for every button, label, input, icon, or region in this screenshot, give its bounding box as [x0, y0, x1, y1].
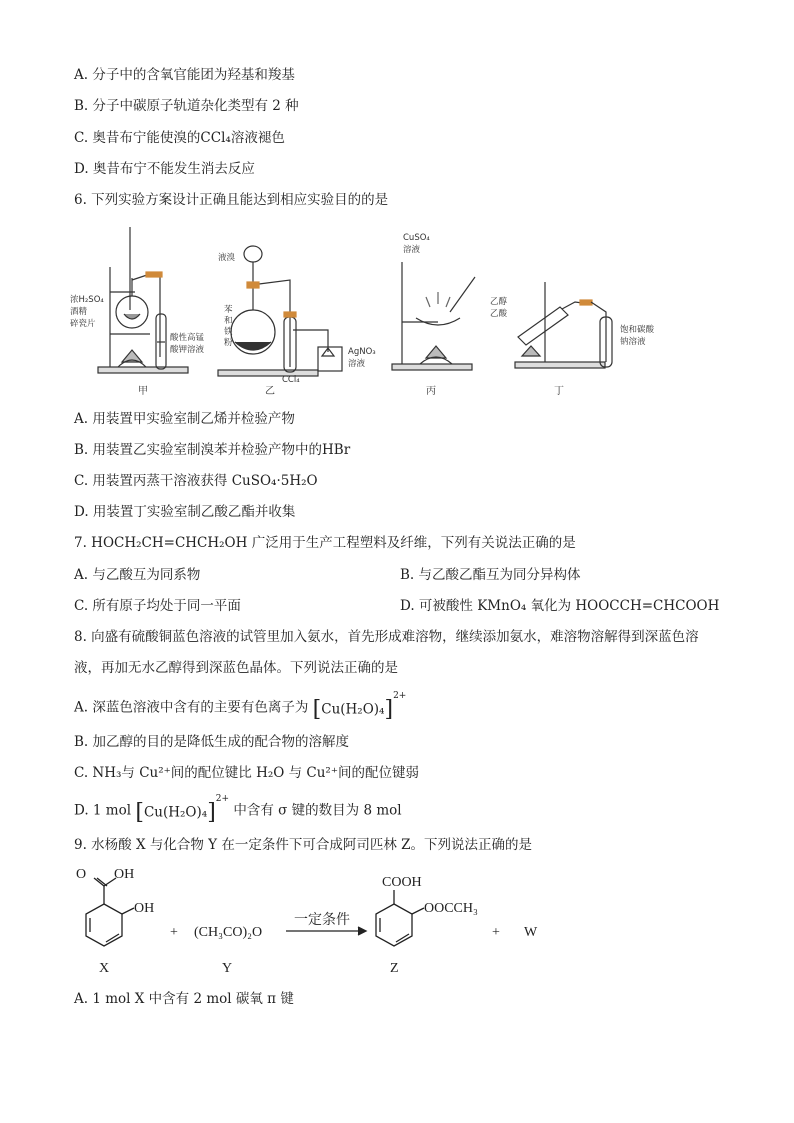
complex-ion-charge: 2+ [393, 691, 407, 701]
q8-option-d-pre: D. 1 mol [74, 802, 132, 819]
reaction-condition: 一定条件 [294, 913, 350, 928]
q7-option-d: D. 可被酸性 KMnO₄ 氧化为 HOOCCH=CHCOOH [400, 598, 720, 614]
q5-option-a: A. 分子中的含氧官能团为羟基和羧基 [74, 67, 295, 83]
q6-option-b: B. 用装置乙实验室制溴苯并检验产物中的HBr [74, 442, 351, 458]
q5-option-c: C. 奥昔布宁能使溴的CCl₄溶液褪色 [74, 130, 285, 146]
y-formula: (CH₃CO)₂O [194, 925, 263, 940]
ding-label-na2co3-2: 钠溶液 [620, 337, 646, 347]
complex-ion-d-formula: Cu(H₂O)₄ [143, 804, 208, 821]
yi-label-benzene: 苯 [224, 305, 233, 315]
ding-label-ethanol: 乙醇 [490, 297, 508, 307]
z-acetoxy: OOCCH₃ [424, 901, 478, 916]
yi-label-solution: 溶液 [348, 359, 366, 369]
q6-option-d: D. 用装置丁实验室制乙酸乙酯并收集 [74, 504, 296, 520]
reaction-scheme [74, 864, 674, 984]
jia-label-kmno4-1: 酸性高锰 [170, 333, 205, 343]
q6-option-a: A. 用装置甲实验室制乙烯并检验产物 [74, 411, 295, 427]
complex-ion-d-charge: 2+ [215, 794, 230, 804]
q6-stem: 6. 下列实验方案设计正确且能达到相应实验目的的是 [74, 192, 389, 208]
jia-label-chips: 碎瓷片 [70, 319, 96, 329]
caption-ding: 丁 [554, 386, 564, 397]
jia-label-alcohol: 酒精 [70, 307, 88, 317]
jia-label-kmno4-2: 酸钾溶液 [170, 345, 205, 355]
ding-label-na2co3-1: 饱和碳酸 [620, 325, 655, 335]
complex-ion: $[Cu(H_2O)_4]^{2+}$ [312, 691, 407, 722]
z-benzene-ring [376, 904, 412, 946]
plus-sign-1: + [170, 925, 178, 940]
x-benzene-ring [86, 904, 122, 946]
yi-label-ccl4: CCl₄ [282, 375, 300, 385]
complex-ion-formula: Cu(H₂O)₄ [321, 701, 385, 718]
q8-stem-line2: 液，再加无水乙醇得到深蓝色晶体。下列说法正确的是 [74, 660, 398, 676]
x-acid-oh: OH [114, 867, 135, 882]
yi-label-powder: 粉 [224, 338, 233, 348]
q9-option-a: A. 1 mol X 中含有 2 mol 碳氧 π 键 [74, 991, 294, 1007]
q6-option-c: C. 用装置丙蒸干溶液获得 CuSO₄·5H₂O [74, 473, 318, 489]
z-label: Z [390, 961, 399, 976]
plus-sign-2: + [492, 925, 500, 940]
x-carbonyl-o: O [76, 867, 87, 882]
z-cooh: COOH [382, 875, 422, 890]
x-label: X [99, 961, 110, 976]
q8-option-a [74, 691, 407, 722]
q9-stem: 9. 水杨酸 X 与化合物 Y 在一定条件下可合成阿司匹林 Z。下列说法正确的是 [74, 837, 533, 853]
q5-option-b: B. 分子中碳原子轨道杂化类型有 2 种 [74, 98, 299, 114]
q7-option-a: A. 与乙酸互为同系物 [74, 567, 201, 583]
yi-label-and: 和 [224, 316, 233, 326]
w-product: W [524, 925, 538, 940]
q7-option-c: C. 所有原子均处于同一平面 [74, 598, 241, 614]
q5-option-d: D. 奥昔布宁不能发生消去反应 [74, 161, 255, 177]
caption-yi: 乙 [265, 386, 275, 397]
caption-bing: 丙 [426, 386, 436, 397]
q8-stem-line1: 8. 向盛有硫酸铜蓝色溶液的试管里加入氨水，首先形成难溶物，继续添加氨水，难溶物溶解得到深蓝色溶 [74, 629, 699, 645]
caption-jia: 甲 [138, 386, 148, 397]
yi-label-bromine: 液溴 [218, 253, 236, 263]
bing-label-solution: 溶液 [403, 245, 421, 255]
apparatus-figure [70, 222, 700, 402]
q8-option-a-text: A. 深蓝色溶液中含有的主要有色离子为 [74, 699, 309, 716]
q7-option-b: B. 与乙酸乙酯互为同分异构体 [400, 567, 581, 583]
jia-label-acid: 浓H₂SO₄ [70, 295, 104, 305]
q8-option-b: B. 加乙醇的目的是降低生成的配合物的溶解度 [74, 734, 350, 750]
complex-ion-d: $[Cu(H_2O)_4]^{2+}$ [135, 794, 230, 825]
q8-option-d-post: 中含有 σ 键的数目为 8 mol [233, 802, 402, 819]
y-label: Y [222, 961, 233, 976]
q8-option-d [74, 794, 402, 825]
yi-label-iron: 铁 [224, 327, 233, 337]
yi-label-agno3: AgNO₃ [348, 347, 376, 357]
x-phenol-oh: OH [134, 901, 155, 916]
ding-label-acetic: 乙酸 [490, 309, 508, 319]
q7-stem: 7. HOCH₂CH=CHCH₂OH 广泛用于生产工程塑料及纤维，下列有关说法正确的是 [74, 535, 576, 551]
bing-label-cuso4: CuSO₄ [403, 233, 430, 243]
q8-option-c: C. NH₃与 Cu²⁺间的配位键比 H₂O 与 Cu²⁺间的配位键弱 [74, 765, 419, 781]
